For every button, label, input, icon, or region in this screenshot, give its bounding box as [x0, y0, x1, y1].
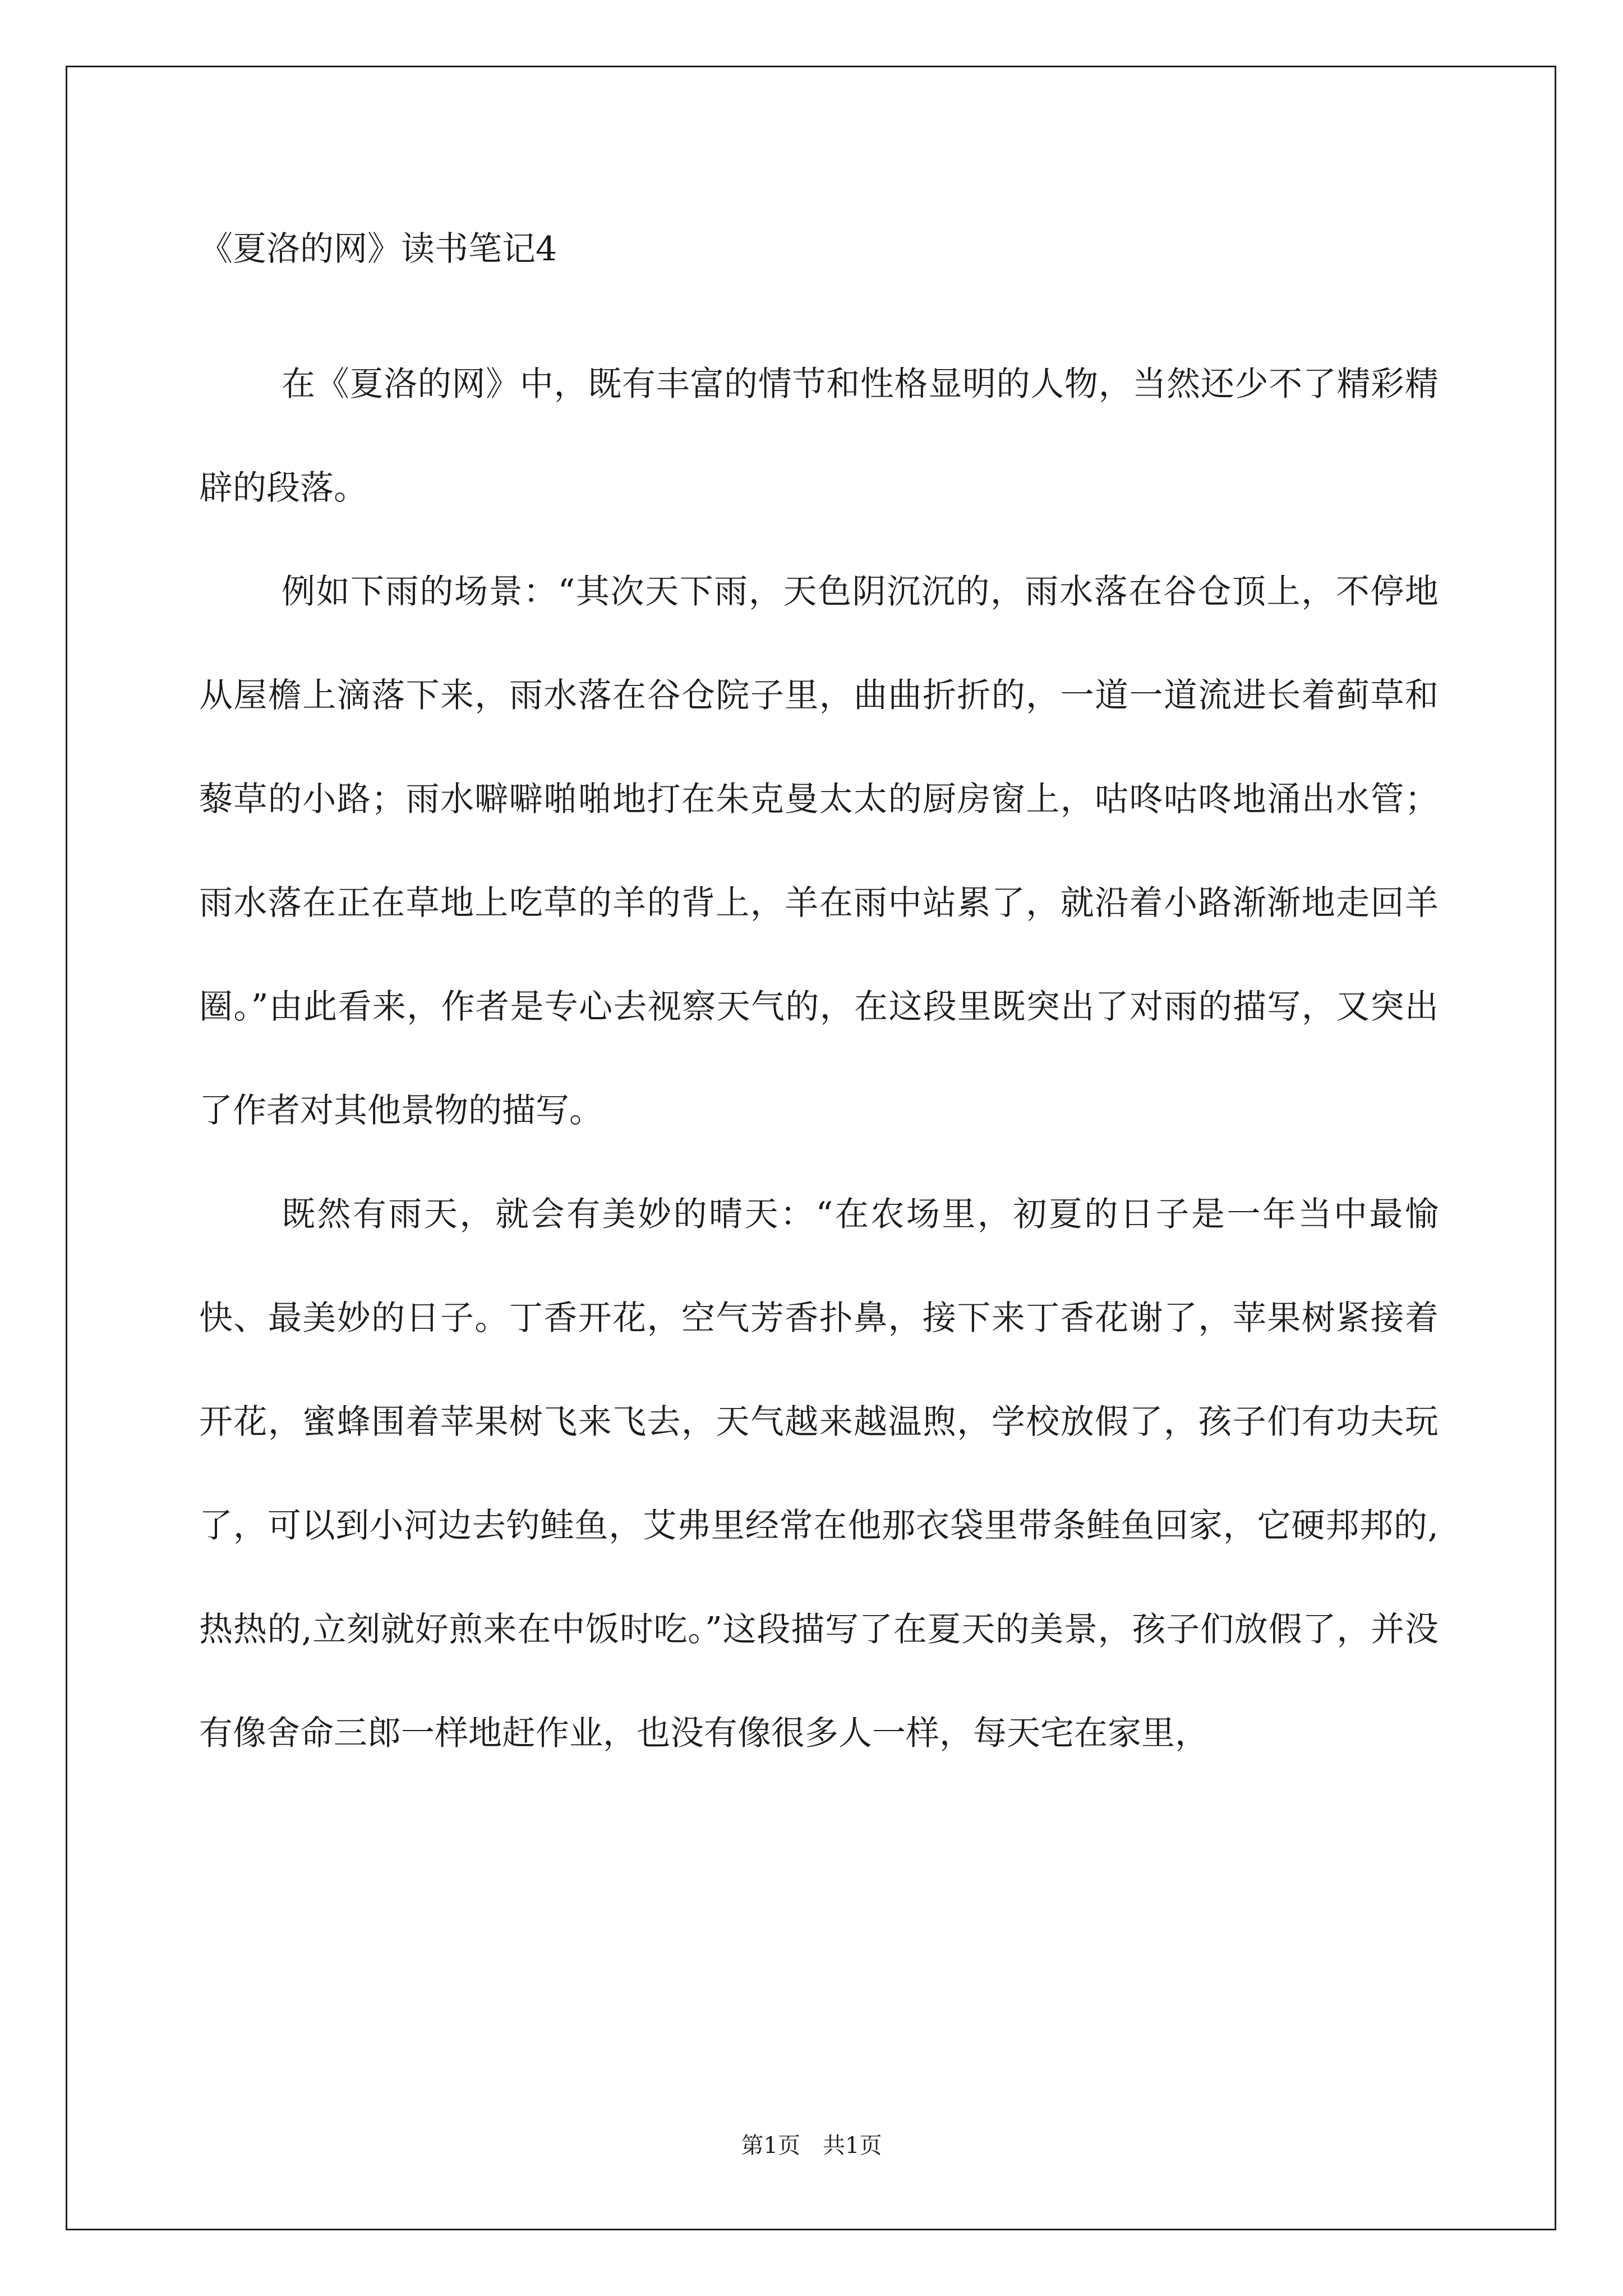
- paragraph: 既然有雨天，就会有美妙的晴天：“在农场里，初夏的日子是一年当中最愉快、最美妙的日子。丁香开花，空气芳香扑鼻，接下来丁香花谢了，苹果树紧接着开花，蜜蜂围着苹果树飞来飞去，天气越来越温煦，学校放假了，孩子们有功夫玩了，可以到小河边去钓鲑鱼，艾弗里经常在他那衣袋里带条鲑鱼回家，它硬邦邦的,热热的,立刻就好煎来在中饭时吃。”这段描写了在夏天的美景，孩子们放假了，并没有像舍命三郎一样地赶作业，也没有像很多人一样，每天宅在家里，: [199, 1195, 1438, 1753]
- document-title: 《夏洛的网》读书笔记4: [199, 229, 557, 269]
- paragraph: 在《夏洛的网》中，既有丰富的情节和性格显明的人物，当然还少不了精彩精辟的段落。: [199, 365, 1438, 508]
- page-footer: 第1页 共1页: [741, 2133, 882, 2159]
- paragraph: 例如下雨的场景：“其次天下雨，天色阴沉沉的，雨水落在谷仓顶上，不停地从屋檐上滴落下来，雨水落在谷仓院子里，曲曲折折的，一道一道流进长着蓟草和藜草的小路；雨水噼噼啪啪地打在朱克曼太太的厨房窗上，咕咚咕咚地涌出水管；雨水落在正在草地上吃草的羊的背上，羊在雨中站累了，就沿着小路渐渐地走回羊圈。”由此看来，作者是专心去视察天气的，在这段里既突出了对雨的描写，又突出了作者对其他景物的描写。: [199, 572, 1438, 1130]
- document-body: [199, 333, 1438, 1786]
